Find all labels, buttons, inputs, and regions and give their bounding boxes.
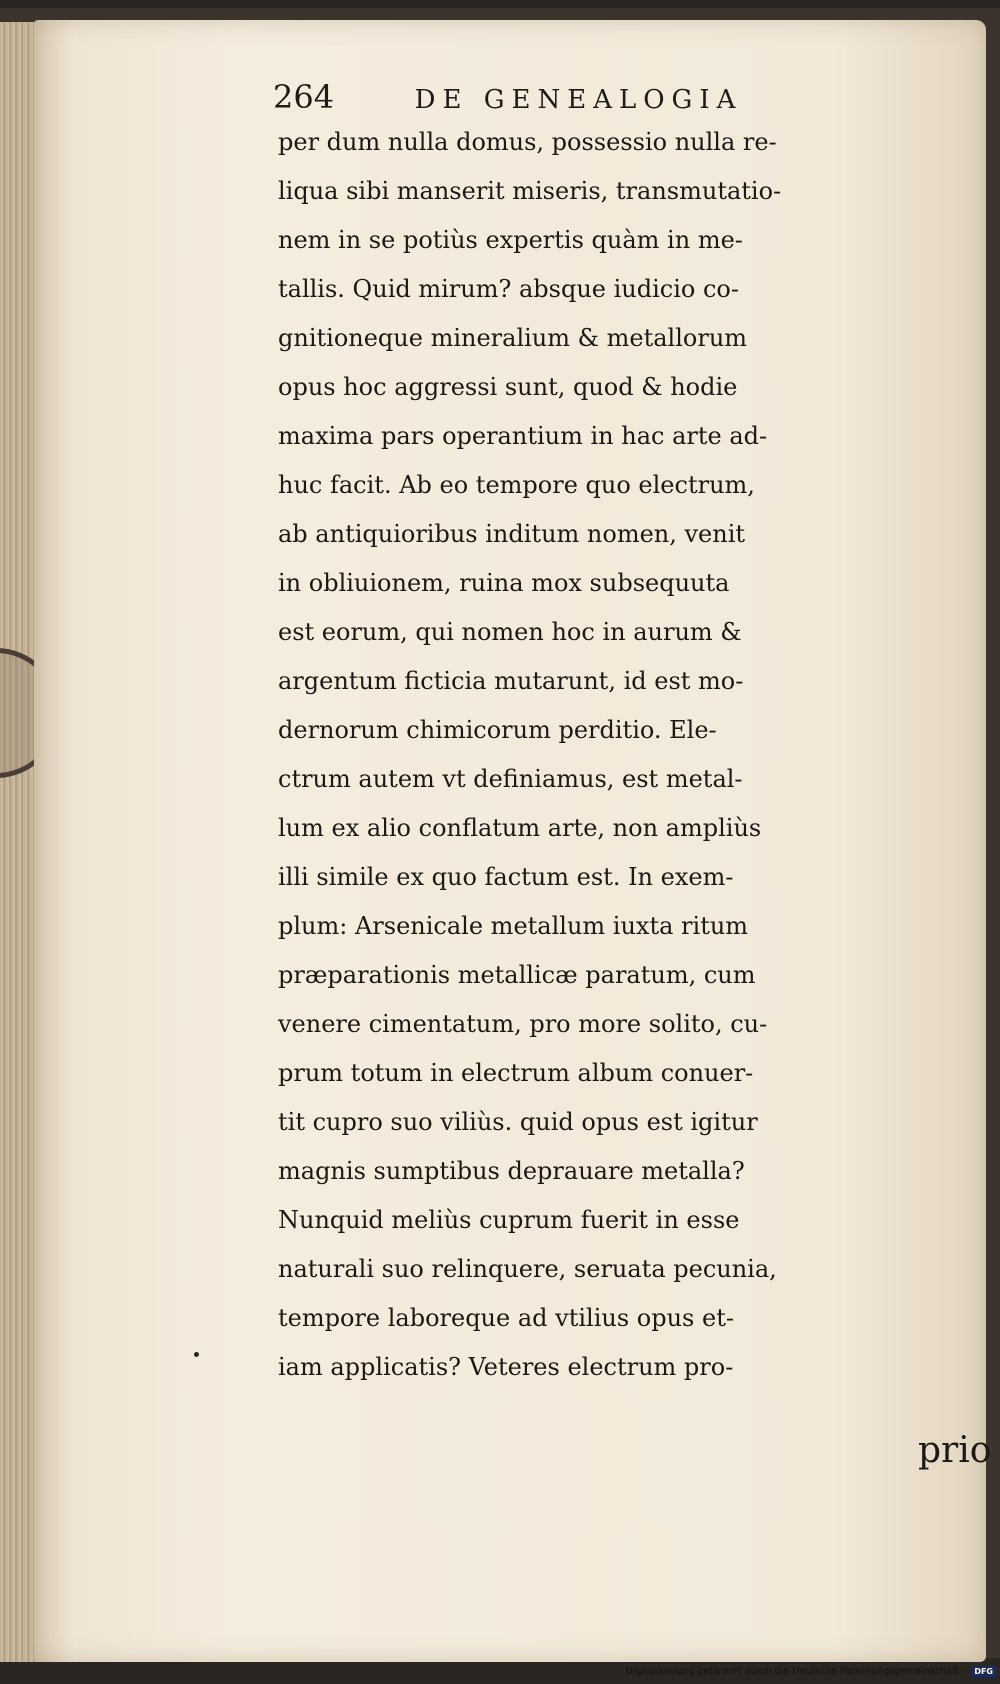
footer-credit: Digitalisierung gefördert durch die Deutsche Forschungsgemeinschaft - — [625, 1666, 966, 1677]
text-line: tempore laboreque ad vtilius opus et- — [278, 1304, 734, 1332]
text-line: nem in se potiùs expertis quàm in me- — [278, 226, 743, 254]
text-line: plum: Arsenicale metallum iuxta ritum — [278, 912, 749, 940]
dfg-logo: DFG — [971, 1666, 996, 1677]
text-line: iam applicatis? Veteres electrum pro- — [278, 1353, 734, 1381]
text-line: Nunquid meliùs cuprum fuerit in esse — [278, 1206, 740, 1234]
text-line: per dum nulla domus, possessio nulla re- — [278, 128, 777, 156]
text-line: prum totum in electrum album conuer- — [278, 1059, 754, 1087]
text-line: ctrum autem vt definiamus, est metal- — [278, 765, 743, 793]
text-line: tallis. Quid mirum? absque iudicio co- — [278, 275, 739, 303]
text-line: huc facit. Ab eo tempore quo electrum, — [278, 471, 755, 499]
text-line: naturali suo relinquere, seruata pecunia, — [278, 1255, 777, 1283]
text-line: dernorum chimicorum perditio. Ele- — [278, 716, 717, 744]
text-line: præparationis metallicæ paratum, cum — [278, 961, 756, 989]
text-line: est eorum, qui nomen hoc in aurum & — [278, 618, 742, 646]
text-line: venere cimentatum, pro more solito, cu- — [278, 1010, 768, 1038]
running-title: DE GENEALOGIA — [414, 85, 743, 115]
text-line: opus hoc aggressi sunt, quod & hodie — [278, 373, 738, 401]
text-line: liqua sibi manserit miseris, transmutatio- — [278, 177, 782, 205]
running-head — [273, 78, 833, 118]
page-number: 264 — [273, 78, 335, 116]
body-text — [278, 118, 978, 1392]
footer — [600, 1666, 996, 1682]
ink-spot — [194, 1352, 199, 1357]
text-line: gnitioneque mineralium & metallorum — [278, 324, 748, 352]
text-line: magnis sumptibus deprauare metalla? — [278, 1157, 745, 1185]
text-line: maxima pars operantium in hac arte ad- — [278, 422, 768, 450]
catchword: prio — [918, 1430, 992, 1471]
text-line: argentum ficticia mutarunt, id est mo- — [278, 667, 744, 695]
text-line: in obliuionem, ruina mox subsequuta — [278, 569, 730, 597]
text-line: lum ex alio conflatum arte, non ampliùs — [278, 814, 762, 842]
text-line: illi simile ex quo factum est. In exem- — [278, 863, 734, 891]
text-line: ab antiquioribus inditum nomen, venit — [278, 520, 746, 548]
text-line: tit cupro suo viliùs. quid opus est igitur — [278, 1108, 758, 1136]
